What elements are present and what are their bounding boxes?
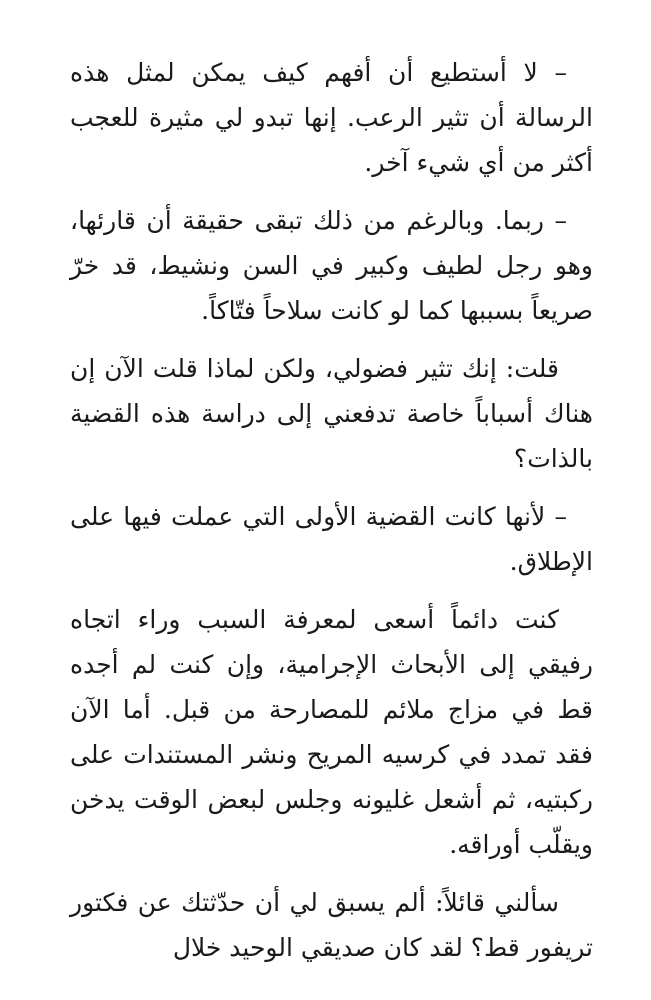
paragraph-4: – لأنها كانت القضية الأولى التي عملت فيها على الإطلاق. [70,502,593,576]
paragraph-1: – لا أستطيع أن أفهم كيف يمكن لمثل هذه الرسالة أن تثير الرعب. إنها تبدو لي مثيرة للعجب أكثر من أي شيء آخر. [70,58,593,177]
paragraph-5: كنت دائماً أسعى لمعرفة السبب وراء اتجاه رفيقي إلى الأبحاث الإجرامية، وإن كنت لم أجده قط في مزاج ملائم للمصارحة من قبل. أما الآن فقد تمدد في كرسيه المريح ونشر المستندات على ركبتيه، ثم أشعل غليونه وجلس لبعض الوقت يدخن ويقلّب أوراقه. [70,605,593,859]
paragraph-2: – ربما. وبالرغم من ذلك تبقى حقيقة أن قارئها، وهو رجل لطيف وكبير في السن ونشيط، قد خرّ صريعاً بسببها كما لو كانت سلاحاً فتّاكاً. [70,206,593,325]
paragraph-3: قلت: إنك تثير فضولي، ولكن لماذا قلت الآن إن هناك أسباباً خاصة تدفعني إلى دراسة هذه القضية بالذات؟ [70,354,593,473]
paragraph-6: سألني قائلاً: ألم يسبق لي أن حدّثتك عن فكتور تريفور قط؟ لقد كان صديقي الوحيد خلال [70,888,593,962]
